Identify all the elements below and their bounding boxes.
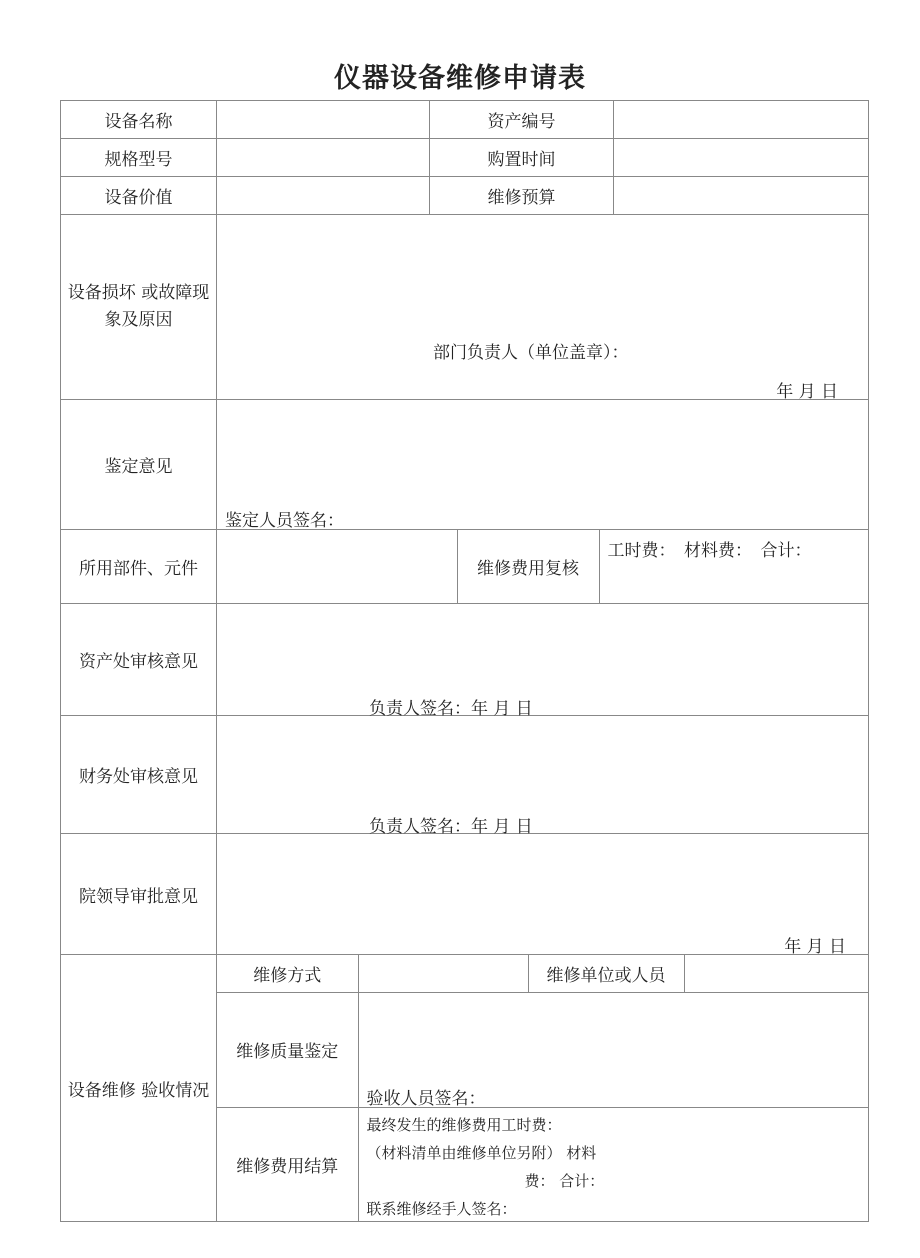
repair-budget-field[interactable] bbox=[614, 177, 869, 215]
appraisal-label: 鉴定意见 bbox=[61, 400, 217, 530]
leader-approval-date: 年 月 日 bbox=[784, 937, 846, 957]
final-cost-line3: 费： 合计： bbox=[524, 1171, 605, 1190]
asset-number-field[interactable] bbox=[614, 101, 869, 139]
finance-dept-label: 财务处审核意见 bbox=[61, 716, 217, 834]
spec-model-field[interactable] bbox=[217, 139, 430, 177]
appraiser-signature: 鉴定人员签名： bbox=[225, 511, 344, 531]
repair-budget-label: 维修预算 bbox=[430, 177, 614, 215]
quality-appraisal-label: 维修质量鉴定 bbox=[217, 992, 358, 1107]
parts-label: 所用部件、元件 bbox=[61, 530, 217, 604]
page-title: 仪器设备维修申请表 bbox=[334, 63, 586, 94]
device-name-label: 设备名称 bbox=[61, 101, 217, 139]
acceptance-label: 设备维修 验收情况 bbox=[61, 955, 217, 1222]
damage-date: 年 月 日 bbox=[776, 382, 838, 402]
leader-approval-label: 院领导审批意见 bbox=[61, 834, 217, 955]
handler-signature: 联系维修经手人签名： bbox=[366, 1199, 517, 1218]
asset-dept-label: 资产处审核意见 bbox=[61, 604, 217, 716]
purchase-time-label: 购置时间 bbox=[430, 139, 614, 177]
device-value-label: 设备价值 bbox=[61, 177, 217, 215]
asset-dept-field[interactable] bbox=[217, 604, 869, 719]
damage-cause-label bbox=[61, 215, 217, 400]
finance-dept-signature: 负责人签名：年 月 日 bbox=[369, 817, 533, 837]
parts-field[interactable] bbox=[217, 530, 457, 603]
cost-review-label: 维修费用复核 bbox=[457, 530, 599, 603]
final-cost-line1: 最终发生的维修费用工时费： bbox=[366, 1115, 562, 1134]
cost-settlement-field[interactable] bbox=[358, 1107, 869, 1221]
repair-unit-label: 维修单位或人员 bbox=[528, 955, 684, 992]
damage-cause-label-line1: 设备损坏 或故障现 bbox=[67, 282, 210, 303]
damage-cause-label-line2: 象及原因 bbox=[104, 310, 173, 330]
cost-review-field[interactable] bbox=[599, 530, 869, 603]
dept-head-signature: 部门负责人（单位盖章）： bbox=[433, 343, 629, 363]
repair-method-field[interactable] bbox=[358, 955, 528, 992]
leader-approval-field[interactable] bbox=[217, 834, 869, 955]
labor-material-total: 工时费： 材料费： 合计： bbox=[607, 541, 812, 561]
repair-unit-field[interactable] bbox=[684, 955, 869, 992]
acceptance-section bbox=[217, 955, 869, 1222]
asset-dept-signature: 负责人签名：年 月 日 bbox=[369, 699, 533, 719]
purchase-time-field[interactable] bbox=[614, 139, 869, 177]
acceptor-signature: 验收人员签名： bbox=[366, 1088, 486, 1109]
appraisal-field[interactable] bbox=[217, 400, 869, 530]
final-cost-line2: （材料清单由维修单位另附） 材料 bbox=[366, 1143, 597, 1162]
parts-row bbox=[217, 530, 869, 604]
repair-method-label: 维修方式 bbox=[217, 955, 358, 992]
asset-number-label: 资产编号 bbox=[430, 101, 614, 139]
spec-model-label: 规格型号 bbox=[61, 139, 217, 177]
repair-application-form bbox=[60, 100, 869, 1222]
cost-settlement-label: 维修费用结算 bbox=[217, 1107, 358, 1221]
finance-dept-field[interactable] bbox=[217, 716, 869, 837]
device-value-field[interactable] bbox=[217, 177, 430, 215]
quality-appraisal-field[interactable] bbox=[358, 992, 869, 1107]
damage-cause-field[interactable] bbox=[217, 215, 869, 400]
device-name-field[interactable] bbox=[217, 101, 430, 139]
